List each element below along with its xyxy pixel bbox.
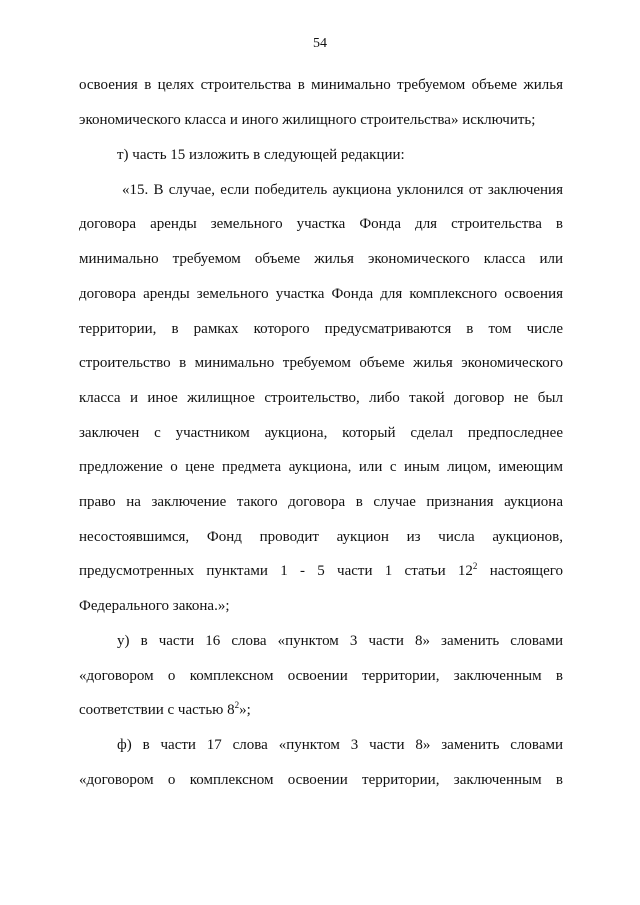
text-line: «договором о комплексном освоении территории, заключенным в — [79, 772, 563, 788]
text-fragment: предусмотренных пунктами 1 - 5 части 1 статьи 12 — [79, 563, 473, 579]
text-line: «договором о комплексном освоении территории, заключенным в — [79, 668, 563, 684]
page-number: 54 — [313, 36, 327, 51]
superscript: 2 — [472, 561, 478, 571]
text-line-with-superscript — [79, 562, 563, 580]
text-line: строительство в минимально требуемом объеме жилья экономического — [79, 355, 563, 371]
text-line: предложение о цене предмета аукциона, или с иным лицом, имеющим — [79, 459, 563, 475]
text-line: несостоявшимся, Фонд проводит аукцион из числа аукционов, — [79, 529, 563, 545]
text-line: договора аренды земельного участка Фонда для строительства в — [79, 216, 563, 232]
text-line: Федерального закона.»; — [79, 598, 230, 614]
text-line: территории, в рамках которого предусматриваются в том числе — [79, 321, 563, 337]
paragraph-f-start: ф) в части 17 слова «пунктом 3 части 8» заменить словами — [117, 737, 563, 753]
text-fragment: »; — [239, 702, 251, 718]
text-line: экономического класса и иного жилищного строительства» исключить; — [79, 112, 536, 128]
paragraph-t-heading: т) часть 15 изложить в следующей редакции: — [117, 147, 405, 163]
text-line-with-superscript — [79, 701, 563, 719]
superscript: 2 — [234, 700, 240, 710]
text-fragment: настоящего — [477, 563, 564, 579]
paragraph-u-start: у) в части 16 слова «пунктом 3 части 8» заменить словами — [117, 633, 563, 649]
text-line: заключен с участником аукциона, который сделал предпоследнее — [79, 425, 563, 441]
quoted-paragraph-15-start: «15. В случае, если победитель аукциона уклонился от заключения — [122, 182, 563, 198]
text-line: освоения в целях строительства в минимально требуемом объеме жилья — [79, 77, 563, 93]
text-fragment: соответствии с частью 8 — [79, 702, 235, 718]
text-line: право на заключение такого договора в случае признания аукциона — [79, 494, 563, 510]
text-line: договора аренды земельного участка Фонда для комплексного освоения — [79, 286, 563, 302]
text-line: класса и иное жилищное строительство, либо такой договор не был — [79, 390, 563, 406]
text-line: минимально требуемом объеме жилья экономического класса или — [79, 251, 563, 267]
